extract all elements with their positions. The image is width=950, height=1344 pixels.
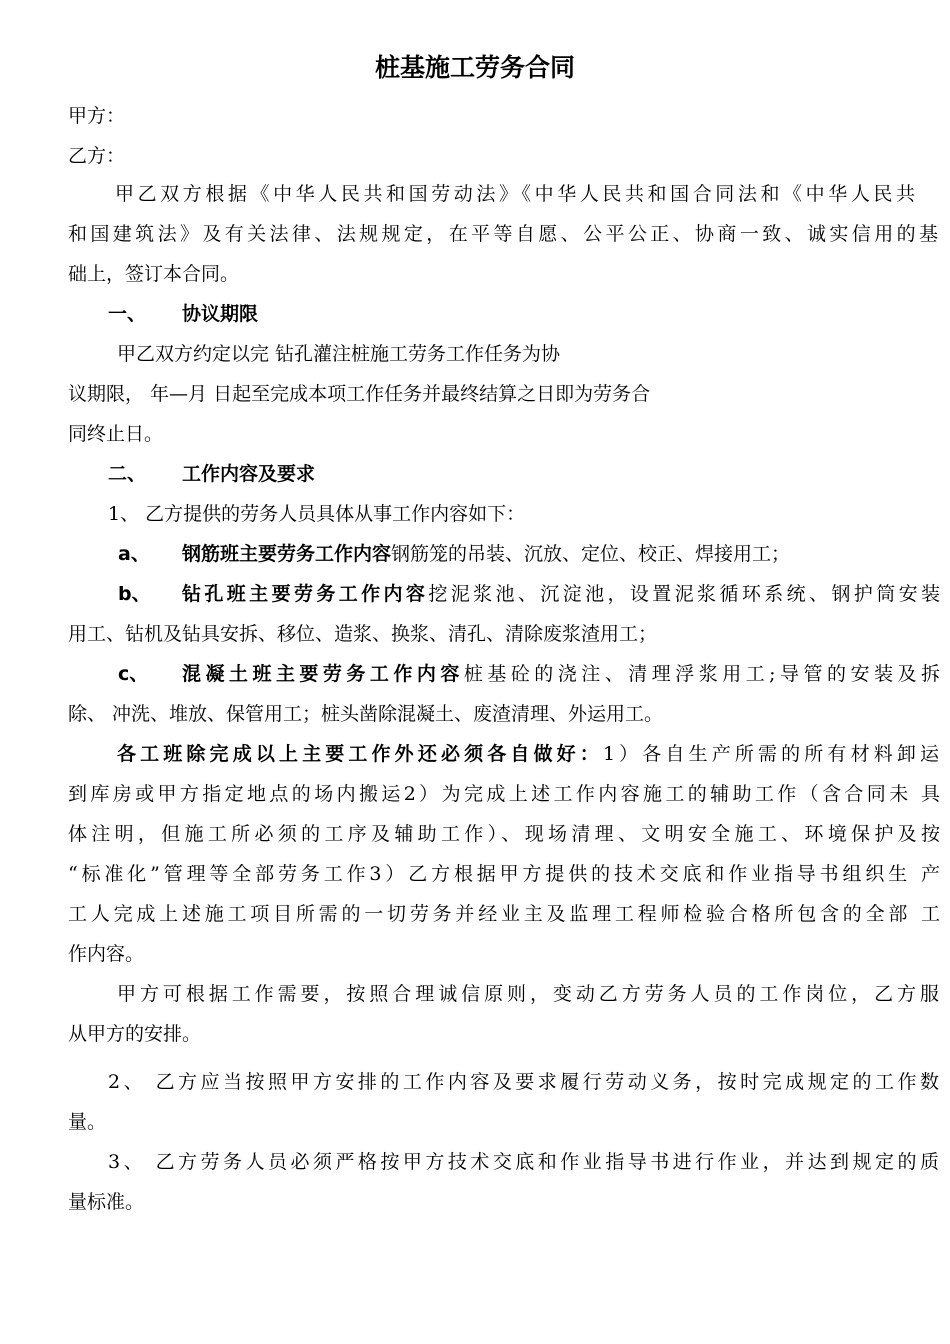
additional-duties-text-line: 体注明，但施工所必须的工序及辅助工作）、现场清理、文明安全施工、环境保护及按	[68, 823, 940, 845]
subitem-a-label: 钢筋班主要劳务工作内容	[182, 543, 392, 565]
section-text-line: 同终止日。	[68, 423, 164, 445]
list-item-1: 1、 乙方提供的劳务人员具体从事工作内容如下：	[108, 503, 526, 525]
list-item-2-line: 量。	[68, 1111, 107, 1133]
subitem-b-line	[182, 582, 940, 606]
adjust-paragraph-line: 从甲方的安排。	[68, 1023, 202, 1045]
additional-duties-label: 各工班除完成以上主要工作外还必须各自做好：	[117, 743, 603, 765]
section-text-line: 甲乙双方约定以完 钻孔灌注桩施工劳务工作任务为协	[117, 343, 561, 365]
document-title: 桩基施工劳务合同	[374, 53, 575, 82]
section-number: 二、	[108, 463, 147, 485]
subitem-b-text-cont: 用工、钻机及钻具安拆、移位、造浆、换浆、清孔、清除废浆渣用工；	[68, 623, 658, 645]
additional-duties-text-line: 作内容。	[68, 943, 145, 965]
party-a-label: 甲方：	[68, 105, 126, 127]
additional-duties-text-line: 工人完成上述施工项目所需的一切劳务并经业主及监理工程师检验合格所包含的全部 工	[68, 903, 940, 925]
subitem-marker: a、	[118, 543, 150, 565]
subitem-marker: c、	[118, 663, 149, 685]
subitem-b-text: 挖泥浆池、沉淀池，设置泥浆循环系统、钢护筒安装	[428, 583, 940, 605]
additional-duties-line	[117, 742, 939, 766]
list-item-3-line: 量标准。	[68, 1191, 145, 1213]
section-heading: 协议期限	[182, 303, 259, 325]
additional-duties-text: 1）各自生产所需的所有材料卸运	[602, 743, 939, 765]
additional-duties-text-line: “标准化”管理等全部劳务工作3）乙方根据甲方提供的技术交底和作业指导书组织生 产	[68, 863, 940, 885]
adjust-paragraph-line: 甲方可根据工作需要，按照合理诚信原则，变动乙方劳务人员的工作岗位，乙方服	[117, 983, 939, 1005]
subitem-c-text: 桩基砼的浇注、清理浮浆用工;导管的安装及拆	[463, 663, 940, 685]
subitem-c-label: 混凝土班主要劳务工作内容	[182, 663, 464, 685]
subitem-a-text: 钢筋笼的吊装、沉放、定位、校正、焊接用工；	[391, 543, 791, 565]
subitem-a-line	[182, 542, 790, 566]
section-heading: 工作内容及要求	[182, 463, 316, 485]
intro-line: 和国建筑法》及有关法律、法规规定，在平等自愿、公平公正、协商一致、诚实信用的基	[68, 223, 938, 245]
subitem-b-label: 钻孔班主要劳务工作内容	[182, 583, 429, 605]
intro-line: 础上，签订本合同。	[68, 263, 240, 285]
list-item-3-line: 3、 乙方劳务人员必须严格按甲方技术交底和作业指导书进行作业，并达到规定的质	[108, 1151, 939, 1173]
section-number: 一、	[108, 303, 147, 325]
list-item-2-line: 2、 乙方应当按照甲方安排的工作内容及要求履行劳动义务，按时完成规定的工作数	[108, 1071, 939, 1093]
subitem-c-line	[182, 662, 940, 686]
subitem-marker: b、	[118, 583, 151, 605]
subitem-c-text-cont: 除、 冲洗、堆放、保管用工；桩头凿除混凝土、废渣清理、外运用工。	[68, 703, 664, 725]
additional-duties-text-line: 到库房或甲方指定地点的场内搬运2）为完成上述工作内容施工的辅助工作（含合同未 具	[68, 783, 940, 805]
intro-line: 甲乙双方根据《中华人民共和国劳动法》《中华人民共和国合同法和《中华人民共	[115, 183, 915, 205]
section-text-line: 议期限， 年—月 日起至完成本项工作任务并最终结算之日即为劳务合	[68, 383, 651, 405]
party-b-label: 乙方：	[68, 145, 126, 167]
